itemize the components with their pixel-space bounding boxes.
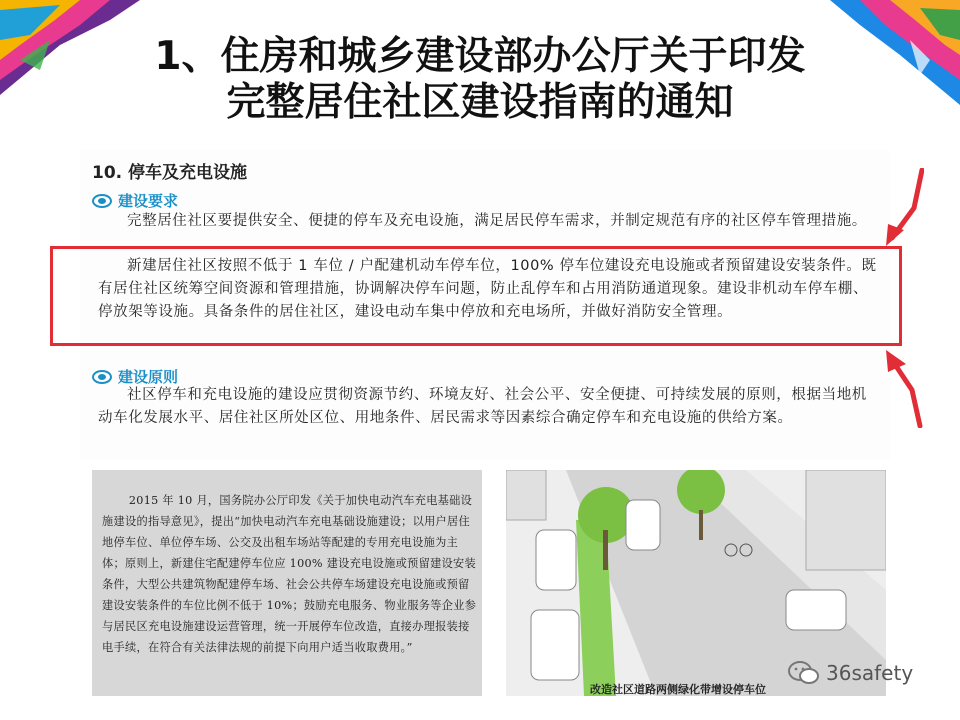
requirements-heading <box>92 190 178 211</box>
principles-paragraph: 社区停车和充电设施的建设应贯彻资源节约、环境友好、社会公平、安全便捷、可持续发展的原则，根据当地机动车化发展水平、居住社区所处区位、用地条件、居民需求等因素综合确定停车和充电设施的供给方案。 <box>98 387 867 426</box>
policy-scan-note <box>92 470 482 696</box>
watermark <box>788 660 913 686</box>
requirements-paragraph-2: 新建居住社区按照不低于 1 车位 / 户配建机动车停车位，100% 停车位建设充电设施或者预留建设安装条件。既有居住社区统筹空间资源和管理措施，协调解决停车问题，防止乱停车和占用消防通道现象。建设非机动车停车棚、停放架等设施。具备条件的居住社区，建设电动车集中停放和充电场所，并做好消防安全管理。 <box>98 258 877 320</box>
wechat-icon <box>788 660 820 686</box>
arrow-lower-icon <box>884 348 924 428</box>
eye-bullet-icon <box>92 370 112 384</box>
requirements-paragraph-1: 完整居住社区要提供安全、便捷的停车及充电设施，满足居民停车需求，并制定规范有序的社区停车管理措施。 <box>127 213 867 229</box>
highlight-box <box>50 246 902 346</box>
slide-title-line2: 完整居住社区建设指南的通知 <box>226 80 734 125</box>
watermark-label: 36safety <box>826 661 914 685</box>
section-title: 10. 停车及充电设施 <box>92 163 248 183</box>
principles-heading-label: 建设原则 <box>118 368 179 386</box>
requirements-heading-label: 建设要求 <box>118 192 179 210</box>
illustration-caption: 改造社区道路两侧绿化带增设停车位 <box>590 683 766 696</box>
policy-scan-text: 2015 年 10 月，国务院办公厅印发《关于加快电动汽车充电基础设施建设的指导意见》，提出“加快电动汽车充电基础设施建设；以用户居住地停车位、单位停车场、公交及出租车场站等配建的专用充电设施为主体；原则上，新建住宅配建停车位应 100% 建设充电设施或预留建设安装条件，大型公共建筑物配建停车场、社会公共停车场建设充电设施或预留建设安装条件的车位比例不低于 10%；鼓励充电服务、物业服务等企业参与居民区充电设施建设运营管理，统一开展停车位改造，直接办理报装接电手续，在符合有关法律法规的前提下向用户适当收取费用。” <box>102 494 477 654</box>
slide-title <box>0 34 960 126</box>
slide-title-line1: 1、住房和城乡建设部办公厅关于印发 <box>154 34 806 79</box>
eye-bullet-icon <box>92 194 112 208</box>
arrow-upper-icon <box>884 168 924 248</box>
